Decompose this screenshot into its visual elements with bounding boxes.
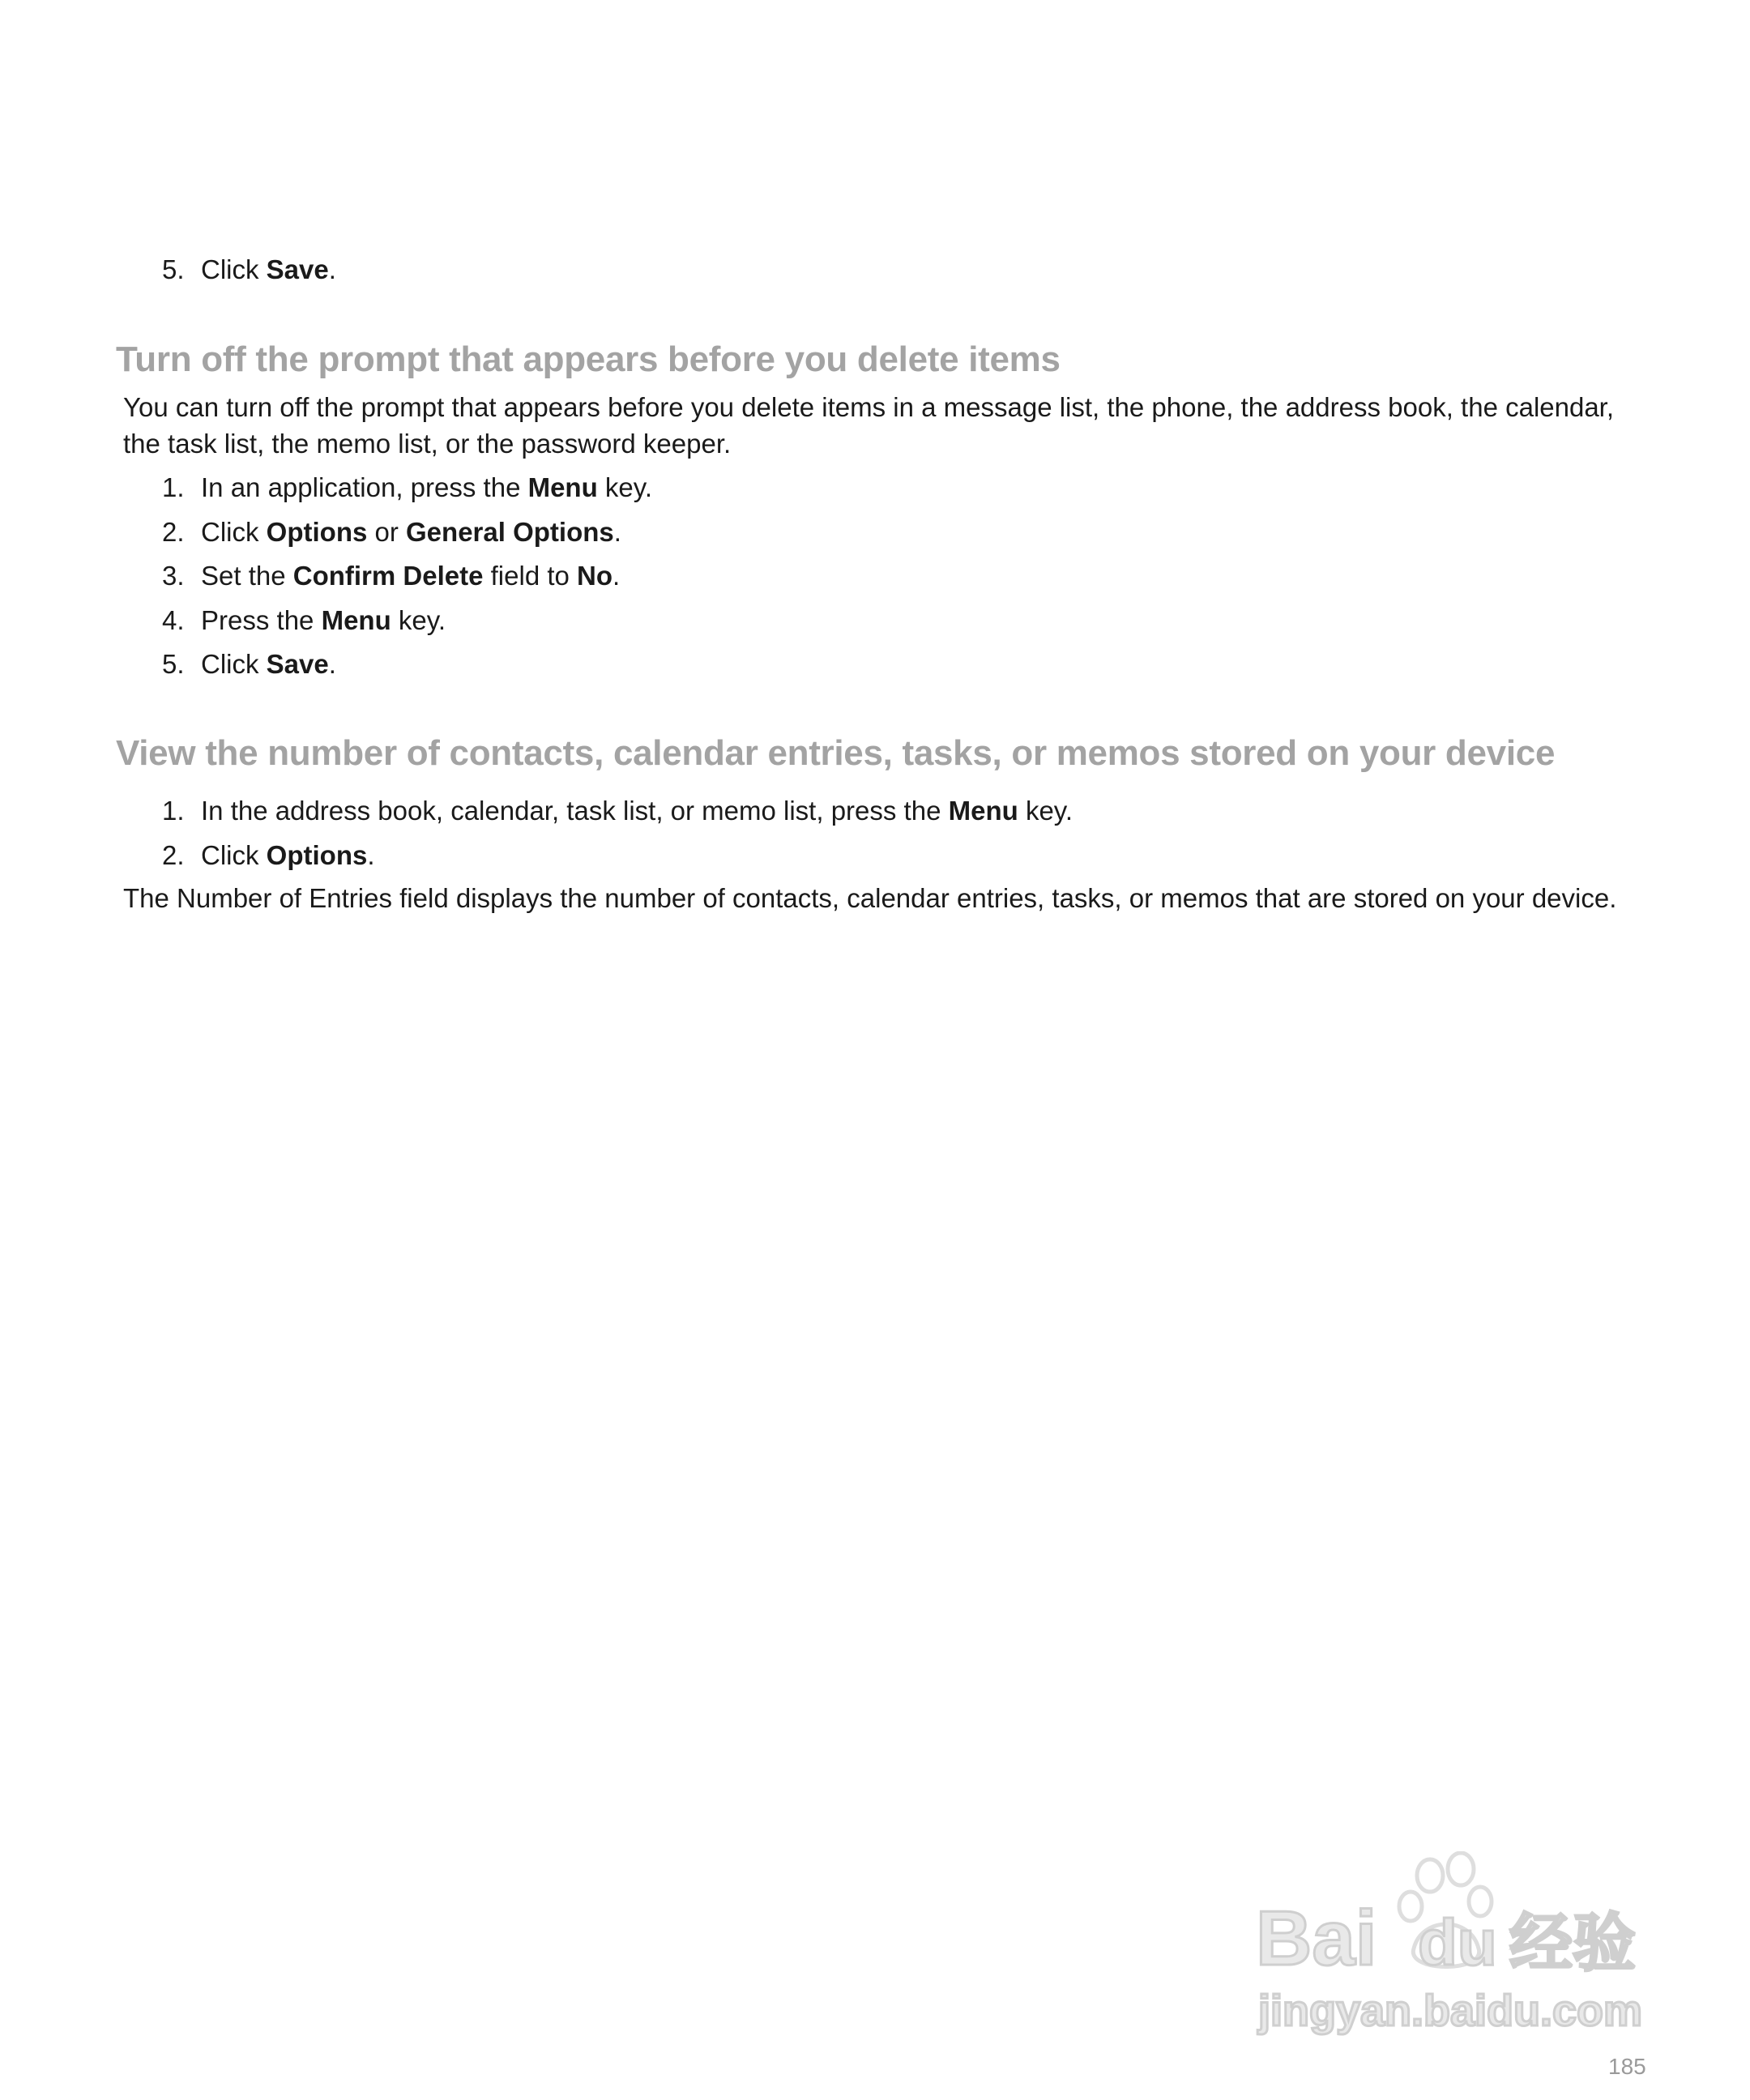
step-text: Click [201,649,267,679]
step-bold: Options [266,517,368,547]
prompt-step-5 [162,648,336,681]
step-text: key. [1018,796,1073,826]
step-bold: No [577,561,613,591]
step-text: Click [201,840,267,870]
step-number: 5. [162,254,185,284]
section-heading-count: View the number of contacts, calendar entries, tasks, or memos stored on your device [116,733,1556,773]
prev-step-5 [162,254,336,286]
step-text: Click [201,517,267,547]
step-bold: Options [266,840,368,870]
step-text: or [367,517,407,547]
page-number: 185 [1608,2054,1646,2079]
count-step-1 [162,795,1073,827]
step-text: . [367,840,375,870]
step-bold: General Options [406,517,614,547]
step-bold: Save [266,649,329,679]
step-bold: Menu [527,472,598,502]
step-text: Press the [201,605,322,635]
paw-logo-icon [1252,1851,1661,2038]
baidu-watermark-logo [1252,1851,1661,2038]
step-text: Set the [201,561,293,591]
step-text: key. [391,605,446,635]
step-number: 5. [162,649,185,679]
step-text: Click [201,254,267,284]
step-number: 1. [162,796,185,826]
count-step-2 [162,839,375,872]
logo-text-bai: Bai [1256,1895,1377,1982]
step-bold: Menu [321,605,391,635]
prompt-step-4 [162,604,446,637]
step-bold: Confirm Delete [292,561,484,591]
step-text: . [612,561,621,591]
step-bold: Menu [948,796,1018,826]
prompt-step-3 [162,560,620,592]
step-text: . [328,254,336,284]
step-text: In the address book, calendar, task list, or memo list, press the [201,796,949,826]
prompt-step-1 [162,472,652,504]
step-bold: Save [266,254,329,284]
logo-text-du: du [1418,1906,1497,1978]
step-number: 2. [162,840,185,870]
step-number: 4. [162,605,185,635]
step-number: 2. [162,517,185,547]
section-result: The Number of Entries field displays the number of contacts, calendar entries, tasks, or memos that are stored on your device. [123,883,1617,913]
section-heading-prompt: Turn off the prompt that appears before you delete items [116,339,1061,379]
step-text: . [613,517,621,547]
prompt-step-2 [162,516,621,548]
logo-text-url: jingyan.baidu.com [1258,1987,1643,2035]
step-text: In an application, press the [201,472,528,502]
step-number: 1. [162,472,185,502]
step-text: field to [483,561,578,591]
logo-text-cn: 经验 [1509,1907,1637,1980]
step-text: key. [597,472,653,502]
step-text: . [328,649,336,679]
step-number: 3. [162,561,185,591]
section-intro: You can turn off the prompt that appears before you delete items in a message list, the phone, the address book, the calendar, the task list, the memo list, or the password keeper. [123,392,1615,459]
